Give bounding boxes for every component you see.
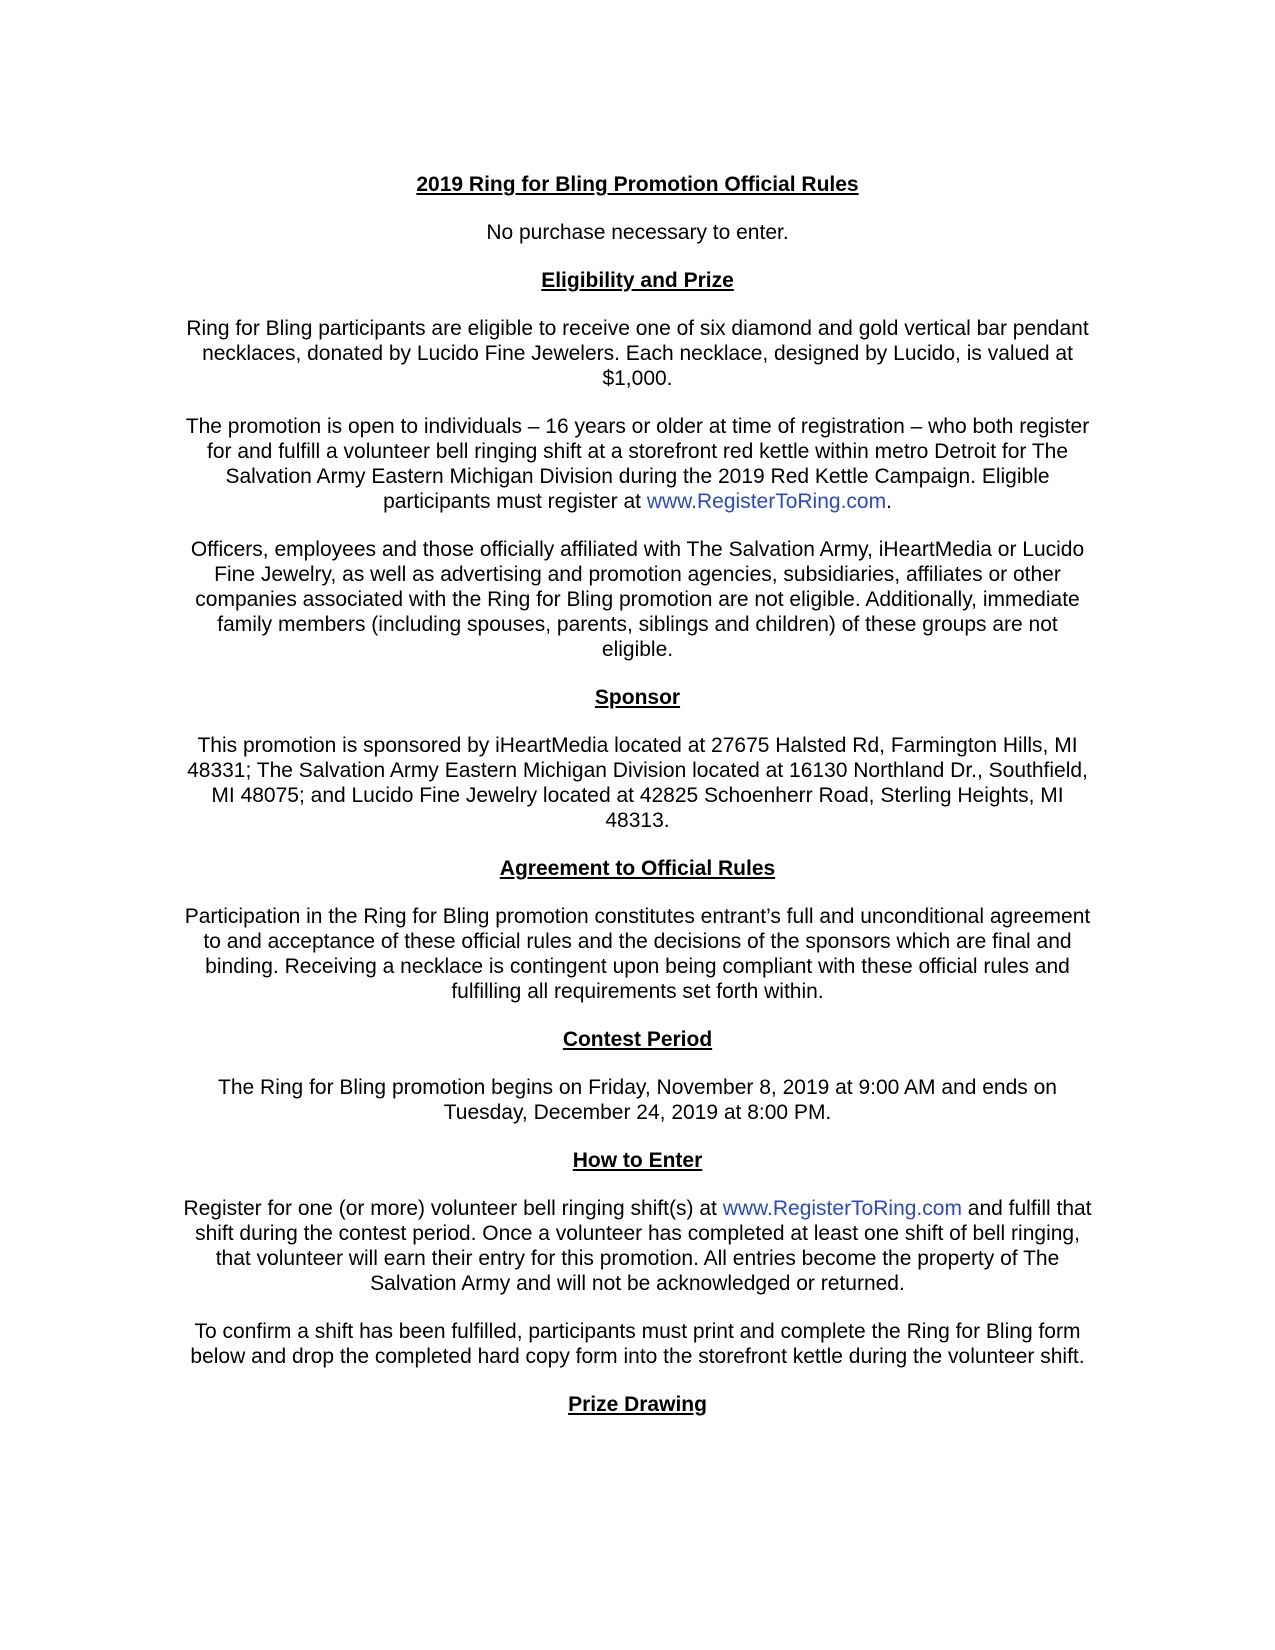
how-to-enter-paragraph-1-text: Register for one (or more) volunteer bell ringing shift(s) at	[183, 1197, 723, 1220]
intro-block	[183, 220, 1092, 245]
contest-period-paragraph: The Ring for Bling promotion begins on Friday, November 8, 2019 at 9:00 AM and ends on Tuesday, December 24, 2019 at 8:00 PM.	[218, 1076, 1057, 1124]
register-to-ring-link-2[interactable]: www.RegisterToRing.com	[722, 1197, 962, 1220]
sponsor-paragraph-block	[183, 733, 1092, 833]
intro-text: No purchase necessary to enter.	[486, 221, 789, 244]
how-to-enter-paragraph-1-block	[183, 1196, 1092, 1296]
document-page	[183, 172, 1092, 1440]
eligibility-paragraph-2-end: .	[886, 490, 892, 513]
sponsor-paragraph: This promotion is sponsored by iHeartMedia located at 27675 Halsted Rd, Farmington Hills, MI 48331; The Salvation Army Eastern Michigan Division located at 16130 Northland Dr., Southfield, MI 48075; and Lucido Fine Jewelry located at 42825 Schoenherr Road, Sterling Heights, MI 48313.	[187, 734, 1088, 832]
eligibility-paragraph-1: Ring for Bling participants are eligible to receive one of six diamond and gold vertical bar pendant necklaces, donated by Lucido Fine Jewelers. Each necklace, designed by Lucido, is valued at $1,000.	[186, 317, 1089, 390]
agreement-heading: Agreement to Official Rules	[499, 857, 776, 880]
agreement-paragraph: Participation in the Ring for Bling promotion constitutes entrant’s full and unconditional agreement to and acceptance of these official rules and the decisions of the sponsors which are final and binding. Receiving a necklace is contingent upon being compliant with these official rules and fulfilling all requirements set forth within.	[184, 905, 1091, 1003]
eligibility-paragraph-2-block	[183, 414, 1092, 514]
contest-period-paragraph-block	[183, 1075, 1092, 1125]
eligibility-paragraph-1-block	[183, 316, 1092, 391]
how-to-enter-paragraph-1	[183, 1196, 1092, 1296]
eligibility-paragraph-3-block	[183, 537, 1092, 662]
title-block	[183, 172, 1092, 197]
prize-drawing-heading-block	[183, 1392, 1092, 1417]
document-title: 2019 Ring for Bling Promotion Official Rules	[416, 173, 859, 196]
contest-period-heading-block	[183, 1027, 1092, 1052]
eligibility-paragraph-2	[183, 414, 1092, 514]
how-to-enter-paragraph-2-block	[183, 1319, 1092, 1369]
agreement-heading-block	[183, 856, 1092, 881]
contest-period-heading: Contest Period	[562, 1028, 713, 1051]
eligibility-heading-block	[183, 268, 1092, 293]
prize-drawing-heading: Prize Drawing	[568, 1393, 707, 1416]
eligibility-paragraph-3: Officers, employees and those officially affiliated with The Salvation Army, iHeartMedia or Lucido Fine Jewelry, as well as advertising and promotion agencies, subsidiaries, affiliates or other companies associated with the Ring for Bling promotion are not eligible. Additionally, immediate family members (including spouses, parents, siblings and children) of these groups are not eligible.	[190, 538, 1085, 661]
register-to-ring-link[interactable]: www.RegisterToRing.com	[646, 490, 887, 513]
how-to-enter-heading: How to Enter	[572, 1149, 703, 1172]
how-to-enter-paragraph-1-end: and fulfill that shift during the contest period. Once a volunteer has completed at least one shift of bell ringing, that volunteer will earn their entry for this promotion. All entries become the property of The Salvation Army and will not be acknowledged or returned.	[195, 1197, 1092, 1295]
sponsor-heading: Sponsor	[594, 686, 681, 709]
how-to-enter-paragraph-2: To confirm a shift has been fulfilled, participants must print and complete the Ring for Bling form below and drop the completed hard copy form into the storefront kettle during the volunteer shift.	[190, 1320, 1085, 1368]
eligibility-heading: Eligibility and Prize	[541, 269, 734, 292]
how-to-enter-heading-block	[183, 1148, 1092, 1173]
sponsor-heading-block	[183, 685, 1092, 710]
eligibility-paragraph-2-text: The promotion is open to individuals – 16 years or older at time of registration – who both register for and fulfill a volunteer bell ringing shift at a storefront red kettle within metro Detroit for The Salvation Army Eastern Michigan Division during the 2019 Red Kettle Campaign. Eligible participants must register at	[185, 415, 1090, 513]
agreement-paragraph-block	[183, 904, 1092, 1004]
